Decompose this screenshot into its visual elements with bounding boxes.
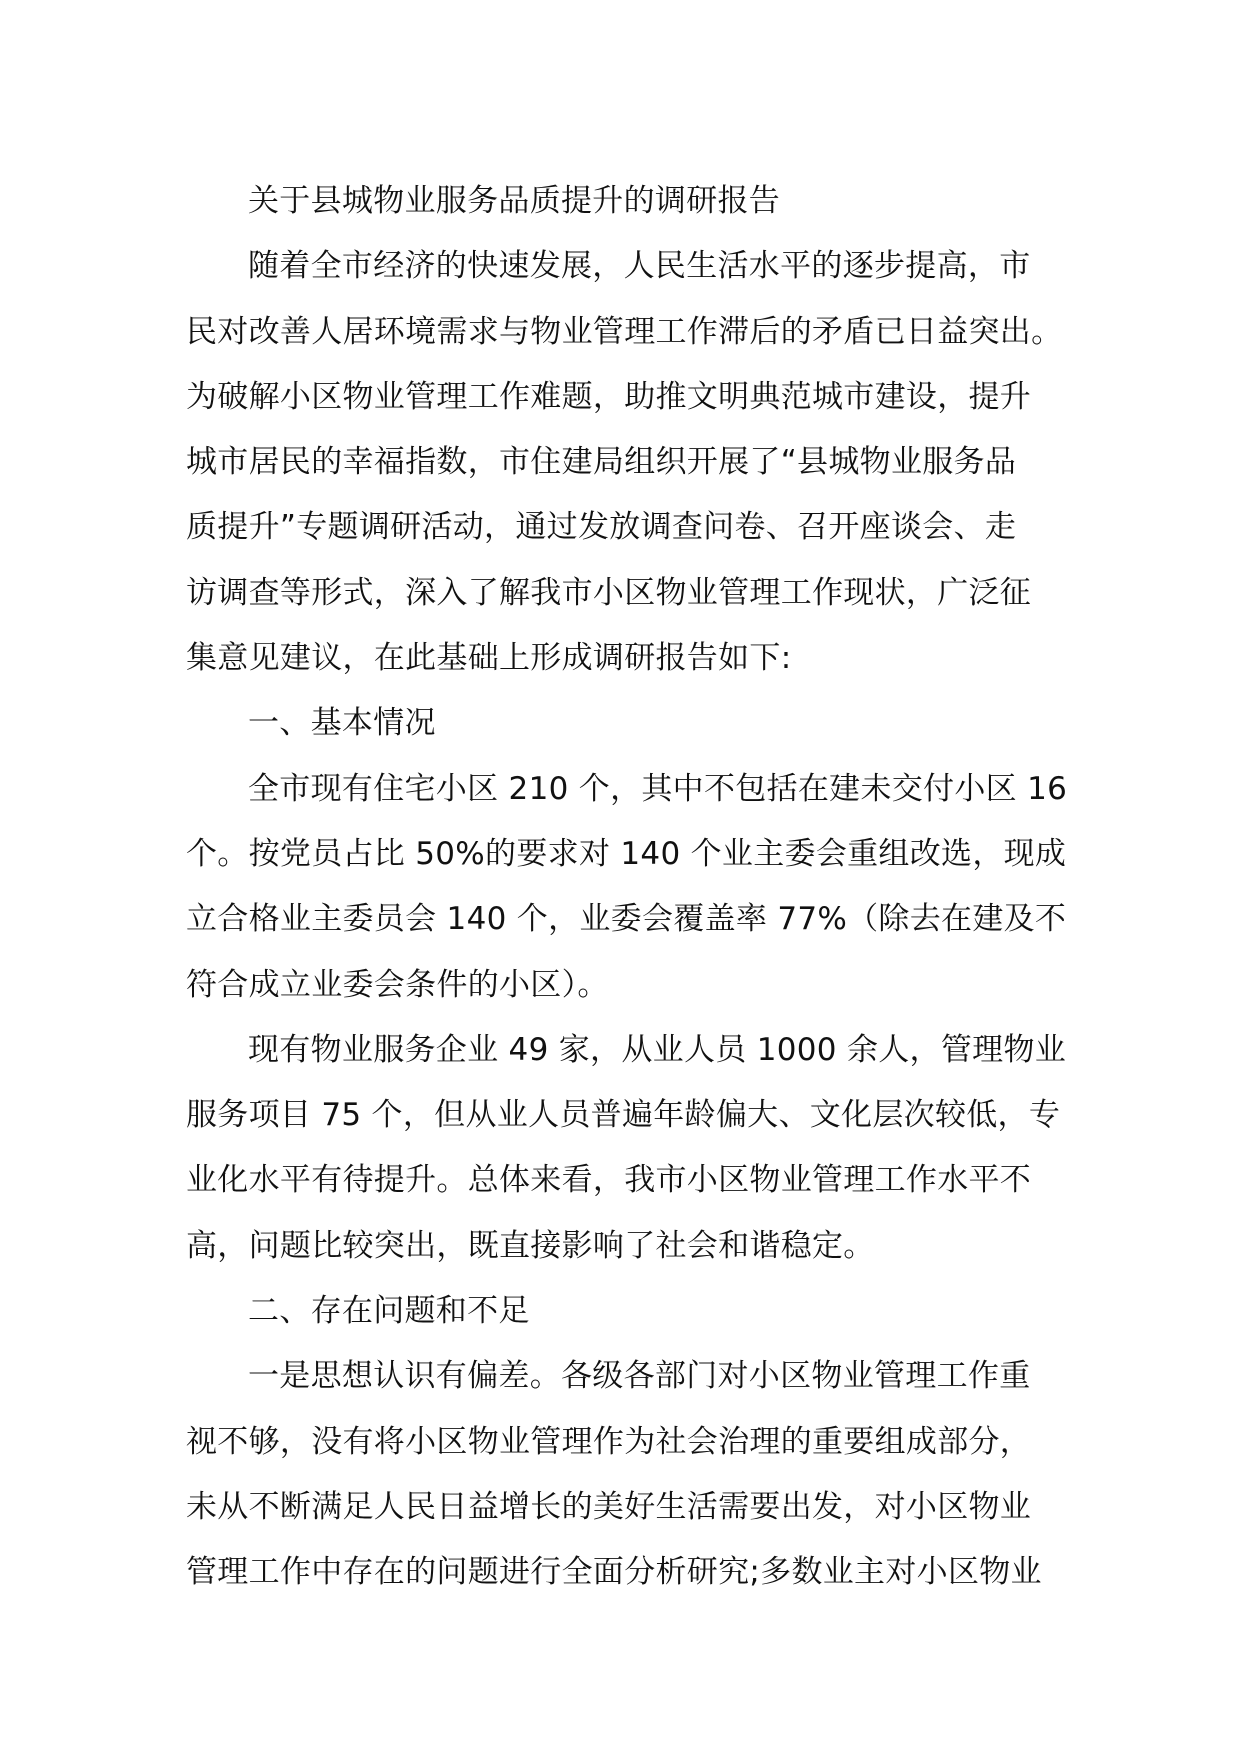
text-line: 集意见建议，在此基础上形成调研报告如下: — [186, 640, 792, 677]
text-line: 管理工作中存在的问题进行全面分析研究;多数业主对小区物业 — [186, 1554, 1042, 1591]
text-line: 一是思想认识有偏差。各级各部门对小区物业管理工作重 — [248, 1358, 1031, 1395]
document-title: 关于县城物业服务品质提升的调研报告 — [248, 183, 781, 219]
text-line: 服务项目 75 个，但从业人员普遍年龄偏大、文化层次较低，专 — [186, 1097, 1061, 1134]
text-line: 业化水平有待提升。总体来看，我市小区物业管理工作水平不 — [186, 1162, 1032, 1199]
text-line: 个。按党员占比 50%的要求对 140 个业主委会重组改选，现成 — [186, 835, 1067, 872]
text-line: 质提升”专题调研活动，通过发放调查问卷、召开座谈会、走 — [186, 509, 1017, 546]
basic-situation-paragraph-1 — [186, 757, 1066, 1018]
text-line: 民对改善人居环境需求与物业管理工作滞后的矛盾已日益突出。 — [186, 313, 1063, 350]
basic-situation-paragraph-2 — [186, 1018, 1066, 1279]
text-line: 访调查等形式，深入了解我市小区物业管理工作现状，广泛征 — [186, 574, 1032, 611]
text-line: 现有物业服务企业 49 家，从业人员 1000 余人，管理物业 — [248, 1031, 1067, 1068]
section-heading-basic-situation: 一、基本情况 — [248, 705, 436, 742]
intro-paragraph — [186, 234, 1066, 691]
text-line: 视不够，没有将小区物业管理作为社会治理的重要组成部分， — [186, 1423, 1032, 1460]
section-heading-problems: 二、存在问题和不足 — [248, 1293, 530, 1330]
problems-paragraph-1 — [186, 1344, 1066, 1605]
text-line: 为破解小区物业管理工作难题，助推文明典范城市建设，提升 — [186, 378, 1032, 415]
text-line: 符合成立业委会条件的小区）。 — [186, 966, 609, 1003]
text-line: 全市现有住宅小区 210 个，其中不包括在建未交付小区 16 — [248, 770, 1068, 807]
text-line: 立合格业主委员会 140 个，业委会覆盖率 77%（除去在建及不 — [186, 901, 1067, 938]
text-line: 城市居民的幸福指数，市住建局组织开展了“县城物业服务品 — [186, 444, 1017, 481]
text-line: 随着全市经济的快速发展，人民生活水平的逐步提高，市 — [248, 248, 1031, 285]
text-line: 高，问题比较突出，既直接影响了社会和谐稳定。 — [186, 1227, 875, 1264]
document-body — [186, 169, 1066, 1606]
text-line: 未从不断满足人民日益增长的美好生活需要出发，对小区物业 — [186, 1488, 1032, 1525]
